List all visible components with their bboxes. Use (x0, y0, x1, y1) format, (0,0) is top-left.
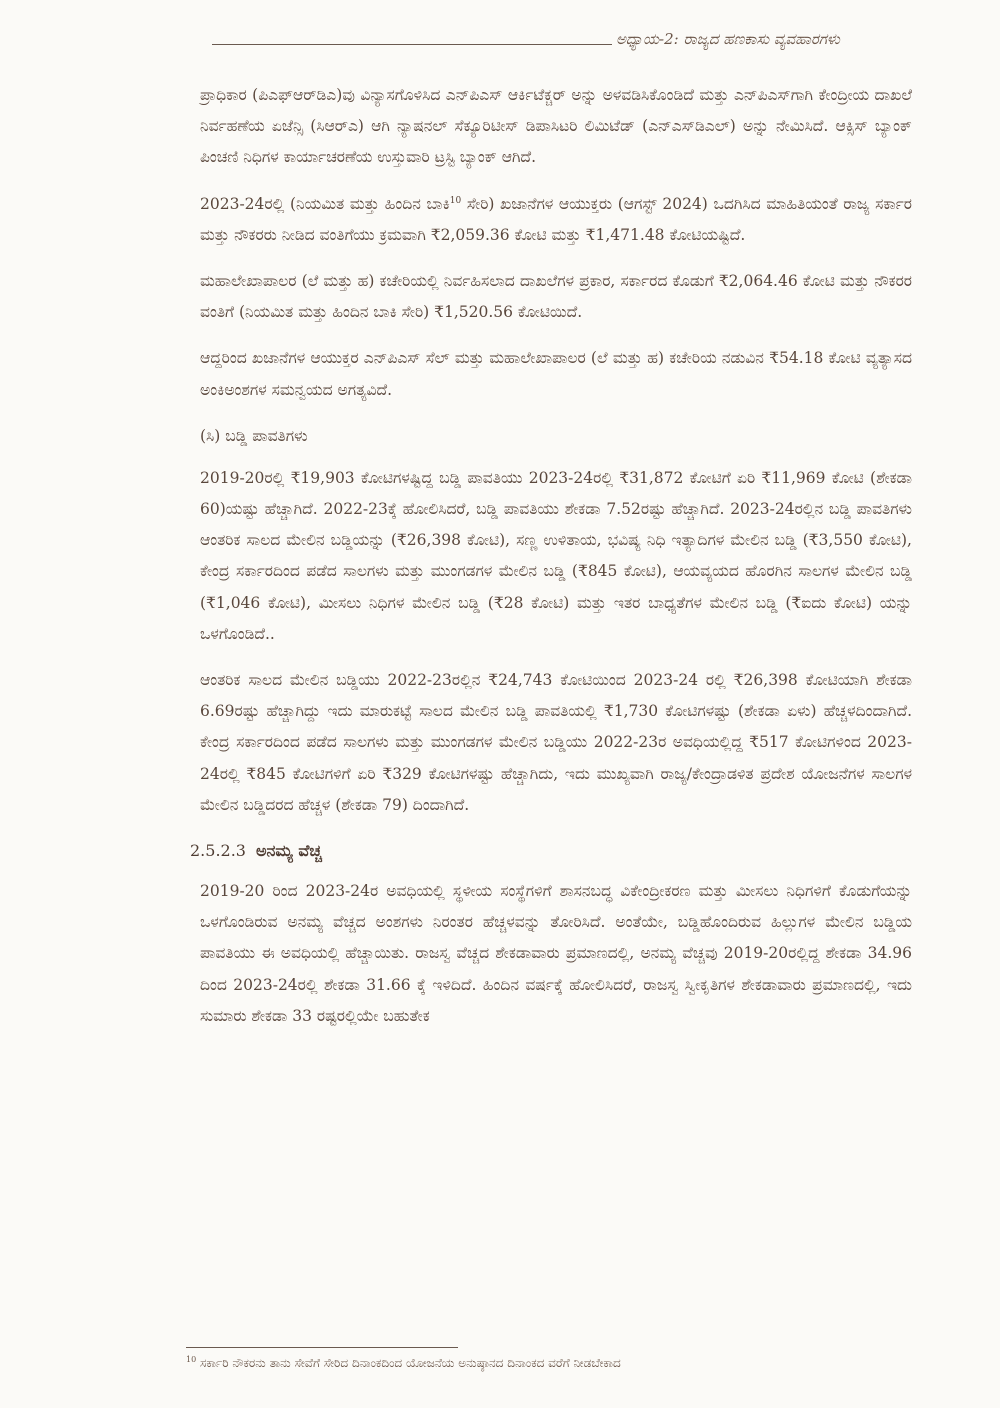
footnote-rule (186, 1347, 458, 1348)
paragraph-contributions (200, 189, 912, 251)
body-text (190, 80, 913, 1047)
section-heading-2-5-2-3 (190, 836, 912, 866)
paragraph-internal-debt-interest: ಆಂತರಿಕ ಸಾಲದ ಮೇಲಿನ ಬಡ್ಡಿಯು 2022-23ರಲ್ಲಿನ ₹24,743 ಕೋಟಿಯಿಂದ 2023-24 ರಲ್ಲಿ ₹26,398 ಕೋಟಿಯಾಗಿ ಶೇಕಡಾ 6.69ರಷ್ಟು ಹೆಚ್ಚಾಗಿದ್ದು ಇದು ಮಾರುಕಟ್ಟೆ ಸಾಲದ ಮೇಲಿನ ಬಡ್ಡಿ ಪಾವತಿಯಲ್ಲಿ ₹1,730 ಕೋಟಿಗಳಷ್ಟು (ಶೇಕಡಾ ಏಳು) ಹೆಚ್ಚಳದಿಂದಾಗಿದೆ. ಕೇಂದ್ರ ಸರ್ಕಾರದಿಂದ ಪಡೆದ ಸಾಲಗಳು ಮತ್ತು ಮುಂಗಡಗಳ ಮೇಲಿನ ಬಡ್ಡಿಯು 2022-23ರ ಅವಧಿಯಲ್ಲಿದ್ದ ₹517 ಕೋಟಿಗಳಿಂದ 2023-24ರಲ್ಲಿ ₹845 ಕೋಟಿಗಳಿಗೆ ಏರಿ ₹329 ಕೋಟಿಗಳಷ್ಟು ಹೆಚ್ಚಾಗಿದು, ಇದು ಮುಖ್ಯವಾಗಿ ರಾಜ್ಯ/ಕೇಂದ್ರಾಡಳಿತ ಪ್ರದೇಶ ಯೋಜನೆಗಳ ಸಾಲಗಳ ಮೇಲಿನ ಬಡ್ಡಿದರದ ಹೆಚ್ಚಳ (ಶೇಕಡಾ 79) ದಿಂದಾಗಿದೆ. (200, 671, 912, 814)
paragraph-pfrda-nps: ಪ್ರಾಧಿಕಾರ (ಪಿಎಫ್‌ಆರ್‌ಡಿಎ)ವು ವಿನ್ಯಾಸಗೊಳಿಸಿದ ಎನ್‌ಪಿಎಸ್ ಆರ್ಕಿಟೆಕ್ಚರ್ ಅನ್ನು ಅಳವಡಿಸಿಕೊಂಡಿದೆ ಮತ್ತು ಎನ್‌ಪಿಎಸ್‌ಗಾಗಿ ಕೇಂದ್ರೀಯ ದಾಖಲೆ ನಿರ್ವಹಣೆಯ ಏಜೆನ್ಸಿ (ಸಿಆರ್‌ಎ) ಆಗಿ ನ್ಯಾಷನಲ್ ಸೆಕ್ಯೂರಿಟೀಸ್ ಡಿಪಾಸಿಟರಿ ಲಿಮಿಟೆಡ್ (ಎನ್‌ಎಸ್‌ಡಿಎಲ್) ಅನ್ನು ನೇಮಿಸಿದೆ. ಆಕ್ಸಿಸ್ ಬ್ಯಾಂಕ್ ಪಿಂಚಣಿ ನಿಧಿಗಳ ಕಾರ್ಯಾಚರಣೆಯ ಉಸ್ತುವಾರಿ ಟ್ರಸ್ಟಿ ಬ್ಯಾಂಕ್ ಆಗಿದೆ. (200, 86, 912, 167)
paragraph-committed-expenditure: 2019-20 ರಿಂದ 2023-24ರ ಅವಧಿಯಲ್ಲಿ ಸ್ಥಳೀಯ ಸಂಸ್ಥೆಗಳಿಗೆ ಶಾಸನಬದ್ಧ ವಿಕೇಂದ್ರೀಕರಣ ಮತ್ತು ಮೀಸಲು ನಿಧಿಗಳಿಗೆ ಕೊಡುಗೆಯನ್ನು ಒಳಗೊಂಡಿರುವ ಅನಮ್ಯ ವೆಚ್ಚದ ಅಂಶಗಳು ನಿರಂತರ ಹೆಚ್ಚಳವನ್ನು ತೋರಿಸಿದೆ. ಅಂತೆಯೇ, ಬಡ್ಡಿಹೊಂದಿರುವ ಹಿಲ್ಲುಗಳ ಮೇಲಿನ ಬಡ್ಡಿಯ ಪಾವತಿಯು ಈ ಅವಧಿಯಲ್ಲಿ ಹೆಚ್ಚಾಯಿತು. ರಾಜಸ್ವ ವೆಚ್ಚದ ಶೇಕಡಾವಾರು ಪ್ರಮಾಣದಲ್ಲಿ, ಅನಮ್ಯ ವೆಚ್ಚವು 2019-20ರಲ್ಲಿದ್ದ ಶೇಕಡಾ 34.96 ದಿಂದ 2023-24ರಲ್ಲಿ ಶೇಕಡಾ 31.66 ಕ್ಕೆ ಇಳಿದಿದೆ. ಹಿಂದಿನ ವರ್ಷಕ್ಕೆ ಹೋಲಿಸಿದರೆ, ರಾಜಸ್ವ ಸ್ವೀಕೃತಿಗಳ ಶೇಕಡಾವಾರು ಪ್ರಮಾಣದಲ್ಲಿ, ಇದು ಸುಮಾರು ಶೇಕಡಾ 33 ರಷ್ಟರಲ್ಲಿಯೇ ಬಹುತೇಕ (200, 882, 912, 1025)
footnote-ref-10: 10 (449, 195, 462, 206)
paragraph-ag-records: ಮಹಾಲೇಖಾಪಾಲರ (ಲೆ ಮತ್ತು ಹ) ಕಚೇರಿಯಲ್ಲಿ ನಿರ್ವಹಿಸಲಾದ ದಾಖಲೆಗಳ ಪ್ರಕಾರ, ಸರ್ಕಾರದ ಕೊಡುಗೆ ₹2,064.46 ಕೋಟಿ ಮತ್ತು ನೌಕರರ ವಂತಿಗೆ (ನಿಯಮಿತ ಮತ್ತು ಹಿಂದಿನ ಬಾಕಿ ಸೇರಿ) ₹1,520.56 ಕೋಟಿಯಿದೆ. (200, 272, 912, 322)
section-number: 2.5.2.3 (190, 841, 246, 861)
footnote-text: ಸರ್ಕಾರಿ ನೌಕರನು ತಾನು ಸೇವೆಗೆ ಸೇರಿದ ದಿನಾಂಕದಿಂದ ಯೋಜನೆಯ ಅನುಷ್ಠಾನದ ದಿನಾಂಕದ ವರೆಗೆ ನೀಡಬೇಕಾದ (196, 1356, 621, 1370)
paragraph-interest-growth: 2019-20ರಲ್ಲಿ ₹19,903 ಕೋಟಿಗಳಷ್ಟಿದ್ದ ಬಡ್ಡಿ ಪಾವತಿಯು 2023-24ರಲ್ಲಿ ₹31,872 ಕೋಟಿಗೆ ಏರಿ ₹11,969 ಕೋಟಿ (ಶೇಕಡಾ 60)ಯಷ್ಟು ಹೆಚ್ಚಾಗಿದೆ. 2022-23ಕ್ಕೆ ಹೋಲಿಸಿದರೆ, ಬಡ್ಡಿ ಪಾವತಿಯು ಶೇಕಡಾ 7.52ರಷ್ಟು ಹೆಚ್ಚಾಗಿದೆ. 2023-24ರಲ್ಲಿನ ಬಡ್ಡಿ ಪಾವತಿಗಳು ಆಂತರಿಕ ಸಾಲದ ಮೇಲಿನ ಬಡ್ಡಿಯನ್ನು (₹26,398 ಕೋಟಿ), ಸಣ್ಣ ಉಳಿತಾಯ, ಭವಿಷ್ಯ ನಿಧಿ ಇತ್ಯಾದಿಗಳ ಮೇಲಿನ ಬಡ್ಡಿ (₹3,550 ಕೋಟಿ), ಕೇಂದ್ರ ಸರ್ಕಾರದಿಂದ ಪಡೆದ ಸಾಲಗಳು ಮತ್ತು ಮುಂಗಡಗಳ ಮೇಲಿನ ಬಡ್ಡಿ (₹845 ಕೋಟಿ), ಆಯವ್ಯಯದ ಹೊರಗಿನ ಸಾಲಗಳ ಮೇಲಿನ ಬಡ್ಡಿ (₹1,046 ಕೋಟಿ), ಮೀಸಲು ನಿಧಿಗಳ ಮೇಲಿನ ಬಡ್ಡಿ (₹28 ಕೋಟಿ) ಮತ್ತು ಇತರ ಬಾಧ್ಯತೆಗಳ ಮೇಲಿನ ಬಡ್ಡಿ (₹ಐದು ಕೋಟಿ) ಯನ್ನು ಒಳಗೊಂಡಿದೆ.. (200, 468, 912, 643)
header-rule (212, 44, 612, 45)
footnote-marker: 10 (186, 1355, 197, 1364)
section-title: ಅನಮ್ಯ ವೆಚ್ಚ (255, 841, 322, 861)
paragraph-contributions-part1: 2023-24ರಲ್ಲಿ (ನಿಯಮಿತ ಮತ್ತು ಹಿಂದಿನ ಬಾಕಿ (200, 194, 450, 213)
subheading-interest-payments: (ಸಿ) ಬಡ್ಡಿ ಪಾವತಿಗಳು (200, 426, 308, 445)
paragraph-contributions-part2: ಸೇರಿ) ಖಜಾನೆಗಳ ಆಯುಕ್ತರು (ಆಗಸ್ಟ್ 2024) ಒದಗಿಸಿದ ಮಾಹಿತಿಯಂತೆ ರಾಜ್ಯ ಸರ್ಕಾರ ಮತ್ತು ನೌಕರರು ನೀಡಿದ ವಂತಿಗೆಯು ಕ್ರಮವಾಗಿ ₹2,059.36 ಕೋಟಿ ಮತ್ತು ₹1,471.48 ಕೋಟಿಯಷ್ಟಿದೆ. (200, 194, 913, 244)
footnote-10 (186, 1354, 906, 1372)
running-head: ಅಧ್ಯಾಯ-2: ರಾಜ್ಯದ ಹಣಕಾಸು ವ್ಯವಹಾರಗಳು (616, 30, 840, 48)
paragraph-reconciliation: ಆದ್ದರಿಂದ ಖಜಾನೆಗಳ ಆಯುಕ್ತರ ಎನ್‌ಪಿಎಸ್ ಸೆಲ್ ಮತ್ತು ಮಹಾಲೇಖಾಪಾಲರ (ಲೆ ಮತ್ತು ಹ) ಕಚೇರಿಯ ನಡುವಿನ ₹54.18 ಕೋಟಿ ವ್ಯತ್ಯಾಸದ ಅಂಕಿಅಂಶಗಳ ಸಮನ್ವಯದ ಅಗತ್ಯವಿದೆ. (200, 349, 912, 399)
